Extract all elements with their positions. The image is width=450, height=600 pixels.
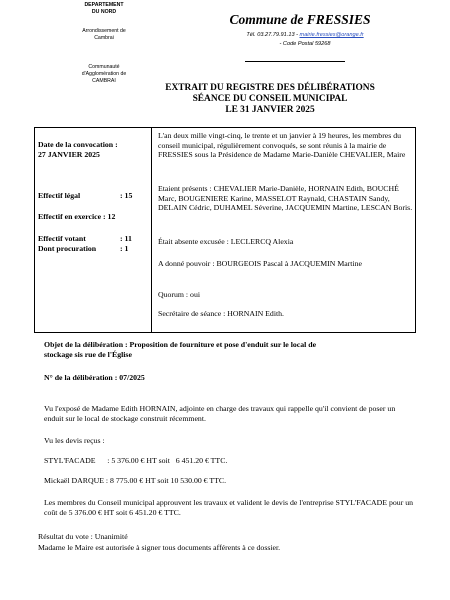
communaute-line: CAMBRAI: [92, 77, 116, 84]
procuration-row: [38, 244, 150, 254]
vote-result: Résultat du vote : Unanimité: [38, 532, 128, 541]
telephone: Tél. 03.27.79.91.13 -: [246, 32, 298, 38]
postal-code: - Code Postal 59268: [279, 40, 331, 47]
meeting-intro: L'an deux mille vingt-cinq, le trente et un janvier à 19 heures, les membres du conseil municipal, régulièrement convoqués, se sont réunis à la mairie de FRESSIES sous la Présidence de Madame Marie-Danièle CHEVALIER, Maire: [158, 131, 406, 160]
approval-paragraph: Les membres du Conseil municipal approuvent les travaux et valident le devis de l'entreprise STYL'FACADE pour un coût de 5 376.00 € HT soit 6 451.20 € TTC.: [44, 498, 414, 517]
deliberation-number: N° de la délibération : 07/2025: [44, 373, 145, 382]
effectif-legal-row: [38, 191, 150, 201]
communaute-line: Communauté: [88, 64, 120, 70]
convocation-block: [38, 140, 150, 159]
quotes-title: Vu les devis reçus :: [44, 436, 105, 445]
communaute-header: [44, 64, 164, 84]
effectif-legal-label: Effectif légal: [38, 191, 81, 200]
absent-members: Était absente excusée : LECLERCQ Alexia: [158, 237, 294, 246]
expose-paragraph: Vu l'exposé de Madame Edith HORNAIN, adjointe en charge des travaux qui rappelle qu'il convient de poser un enduit sur le local de stockage construit récemment.: [44, 404, 396, 423]
convocation-date: 27 JANVIER 2025: [38, 149, 100, 159]
communaute-line: d'Agglomération de: [81, 70, 127, 77]
title-line: EXTRAIT DU REGISTRE DES DÉLIBÉRATIONS: [165, 83, 375, 93]
secretary: Secrétaire de séance : HORNAIN Edith.: [158, 309, 285, 318]
proxy-vote: A donné pouvoir : BOURGEOIS Pascal à JACQUEMIN Martine: [158, 259, 362, 268]
department-line: DEPARTEMENT: [84, 2, 124, 8]
mayor-authorization: Madame le Maire est autorisée à signer tous documents afférents à ce dossier.: [38, 543, 281, 552]
quorum: Quorum : oui: [158, 290, 201, 299]
department-header: [44, 2, 164, 16]
arrondissement-line: Cambrai: [94, 34, 114, 41]
procuration-label: Dont procuration: [38, 244, 97, 253]
subject-line: Objet de la délibération : Proposition de fourniture et pose d'enduit sur le local de: [44, 340, 317, 349]
contact-line: [210, 31, 400, 40]
arrondissement-line: Arrondissement de: [82, 28, 126, 34]
deliberation-subject: [44, 340, 414, 359]
quote-styl-facade: STYL'FACADE : 5 376.00 € HT soit 6 451.20 € TTC.: [44, 456, 228, 465]
subject-line: stockage sis rue de l'Église: [44, 349, 132, 359]
title-line: LE 31 JANVIER 2025: [225, 105, 315, 115]
effectif-votant-row: [38, 234, 150, 244]
box-divider: [151, 127, 152, 333]
commune-contact: [210, 31, 400, 48]
effectif-exercice-row: [38, 212, 150, 222]
document-title: [150, 83, 390, 116]
convocation-label: Date de la convocation :: [38, 140, 118, 149]
header-divider: [245, 61, 345, 62]
arrondissement-header: [44, 28, 164, 42]
quote-darque: Mickaël DARQUE : 8 775.00 € HT soit 10 530.00 € TTC.: [44, 476, 227, 485]
title-line: SÉANCE DU CONSEIL MUNICIPAL: [192, 94, 348, 104]
email-link[interactable]: mairie.fressies@orange.fr: [299, 32, 364, 38]
effectif-votant-label: Effectif votant: [38, 234, 86, 243]
effectif-votant-value: : 11: [120, 234, 132, 243]
present-members: Etaient présents : CHEVALIER Marie-Danièle, HORNAIN Edith, BOUCHÉ Marc, BOUGENIERE Karine, MASSELOT Raynald, CHASTAIN Sandy, DELAIN Cédric, DUHAMEL Séverine, JACQUEMIN Martine, LESCAN Boris.: [158, 184, 413, 213]
effectif-legal-value: : 15: [120, 191, 133, 200]
procuration-value: : 1: [120, 244, 129, 253]
department-line: DU NORD: [91, 8, 117, 15]
commune-title: Commune de FRESSIES: [229, 12, 371, 27]
effectif-exercice-label: Effectif en exercice : 12: [38, 212, 116, 221]
